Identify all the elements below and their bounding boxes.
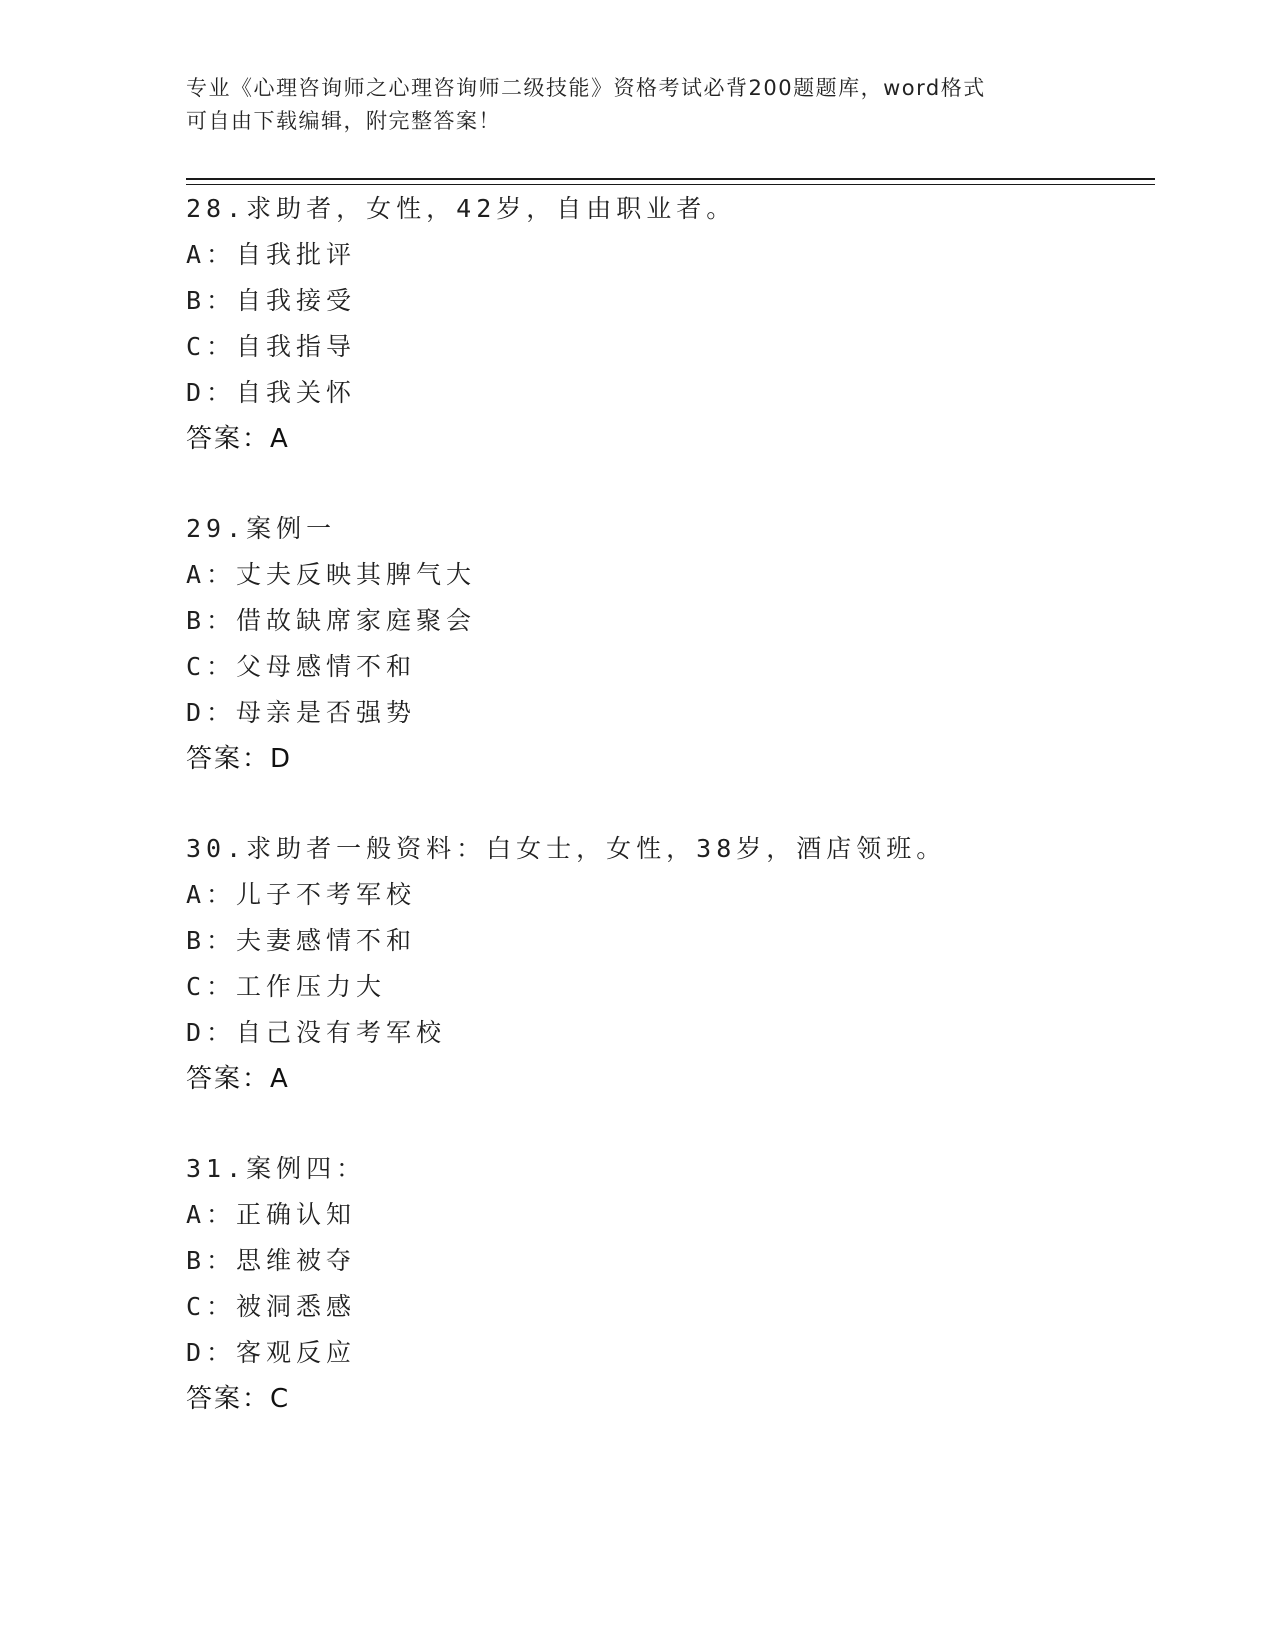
answer-line: 答案：A — [186, 1064, 290, 1094]
answer-line: 答案：C — [186, 1384, 291, 1414]
option-d: D：母亲是否强势 — [186, 698, 417, 727]
question-stem: 29.案例一 — [186, 514, 337, 543]
option-b: B：夫妻感情不和 — [186, 926, 417, 955]
option-a: A：丈夫反映其脾气大 — [186, 560, 477, 589]
option-d: D：客观反应 — [186, 1338, 357, 1367]
option-b: B：自我接受 — [186, 286, 357, 315]
option-a: A：儿子不考军校 — [186, 880, 417, 909]
option-a: A：正确认知 — [186, 1200, 357, 1229]
header-rule-thin — [186, 184, 1155, 185]
option-a: A：自我批评 — [186, 240, 357, 269]
option-b: B：借故缺席家庭聚会 — [186, 606, 477, 635]
question-29 — [186, 506, 1146, 782]
document-header — [186, 72, 1086, 138]
header-rule-thick — [186, 178, 1155, 180]
option-d: D：自我关怀 — [186, 378, 357, 407]
option-b: B：思维被夺 — [186, 1246, 357, 1275]
question-stem: 28.求助者，女性，42岁，自由职业者。 — [186, 194, 737, 223]
question-28 — [186, 186, 1146, 462]
question-30 — [186, 826, 1146, 1102]
option-c: C：工作压力大 — [186, 972, 387, 1001]
option-c: C：被洞悉感 — [186, 1292, 357, 1321]
question-stem: 30.求助者一般资料：白女士，女性，38岁，酒店领班。 — [186, 834, 947, 863]
answer-line: 答案：A — [186, 424, 290, 454]
answer-line: 答案：D — [186, 744, 293, 774]
option-c: C：自我指导 — [186, 332, 357, 361]
question-31 — [186, 1146, 1146, 1422]
header-line-2: 可自由下载编辑，附完整答案！ — [186, 109, 501, 133]
option-c: C：父母感情不和 — [186, 652, 417, 681]
question-stem: 31.案例四： — [186, 1154, 367, 1183]
option-d: D：自己没有考军校 — [186, 1018, 447, 1047]
header-line-1: 专业《心理咨询师之心理咨询师二级技能》资格考试必背200题题库，word格式 — [186, 76, 986, 100]
